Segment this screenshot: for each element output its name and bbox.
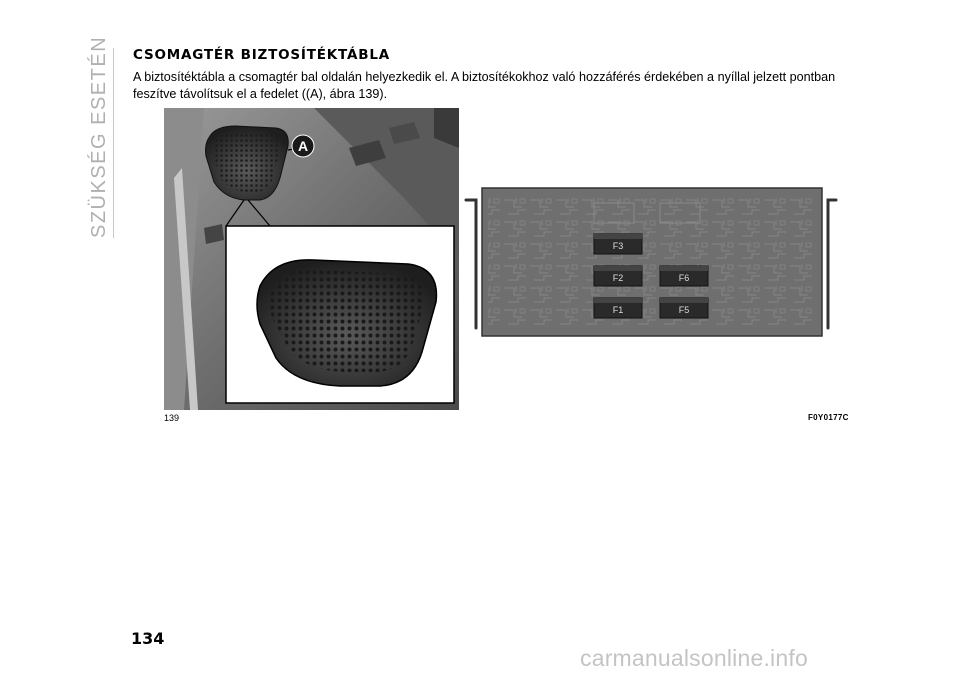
fuse-f5 [660,298,708,318]
section-heading: CSOMAGTÉR BIZTOSÍTÉKTÁBLA [133,47,390,63]
fuse-box-diagram [466,188,836,336]
section-tab-label: SZÜKSÉG ESETÉN [88,35,110,238]
watermark-link[interactable]: carmanualsonline.info [580,645,808,671]
section-divider [113,48,114,238]
callout-label: A [297,138,309,154]
figure-number: 139 [164,413,180,423]
fuse-box-figure [164,108,850,410]
body-paragraph: A biztosítéktábla a csomagtér bal oldalán helyezkedik el. A biztosítékokhoz való hozzáférés érdekében a nyíllal jelzett pontban feszítve távolítsuk el a fedelet ((A), ábra 139). [133,70,836,101]
fuse-label-f5: F5 [678,305,690,315]
fuse-label-f3: F3 [612,241,624,251]
fuse-label-f6: F6 [678,273,690,283]
fuse-f2 [594,266,642,286]
section-tab [84,35,114,238]
fuse-label-f1: F1 [612,305,624,315]
figure-code: F0Y0177C [808,413,849,422]
fuse-f6 [660,266,708,286]
fuse-label-f2: F2 [612,273,624,283]
fuse-f1 [594,298,642,318]
trunk-photo [164,108,459,410]
page-number: 134 [131,629,165,648]
fuse-f3 [594,234,642,254]
